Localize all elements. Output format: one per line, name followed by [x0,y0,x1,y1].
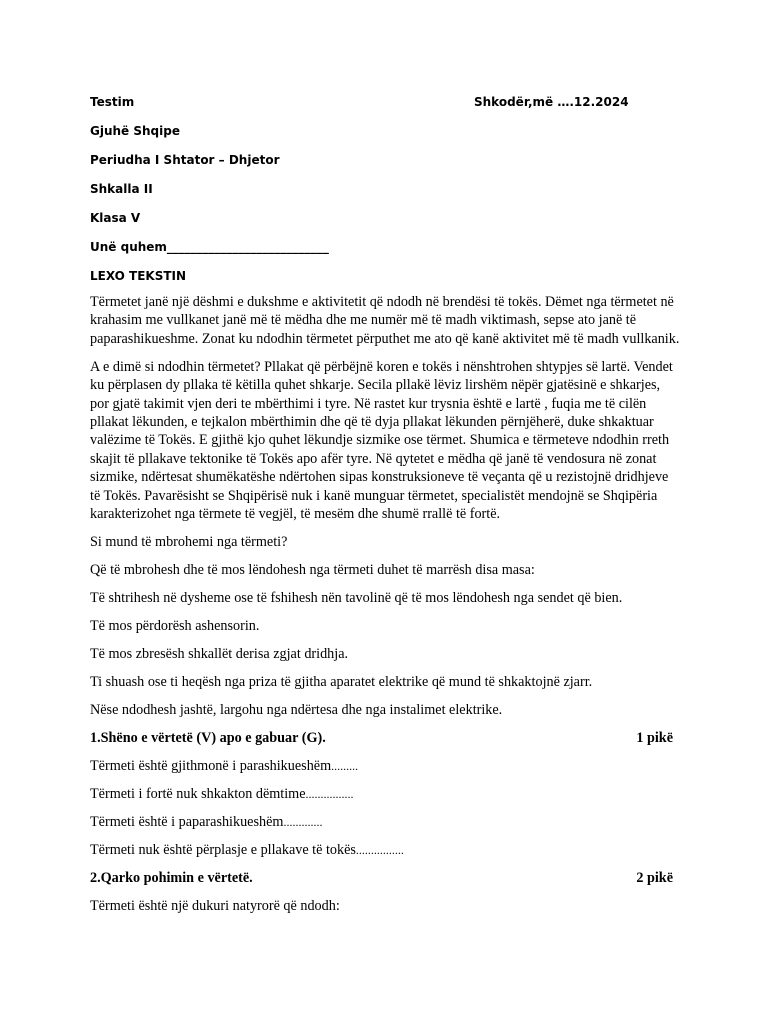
protection-measure: Të mos përdorësh ashensorin. [90,618,260,635]
place-date: Shkodër,më ….12.2024 [474,95,629,109]
protection-measure: Të mos zbresësh shkallët derisa zgjat dridhja. [90,646,349,663]
question-1-text: 1.Shëno e vërtetë (V) apo e gabuar (G). [90,730,326,747]
question-2-prompt: Tërmeti është një dukuri natyrorë që ndodh: [90,898,340,915]
answer-blank: ................ [355,843,404,858]
period-label: Periudha I Shtator – Dhjetor [90,153,280,167]
statement-text: Tërmeti nuk është përplasje e pllakave të tokës [90,842,356,859]
answer-blank: ............. [283,815,323,830]
worksheet-page [90,92,680,925]
subject-label: Gjuhë Shqipe [90,124,180,138]
answer-blank: ................ [305,787,354,802]
header-row [90,92,680,121]
protection-measure: Nëse ndodhesh jashtë, largohu nga ndërtesa dhe nga instalimet elektrike. [90,702,503,719]
student-name-line: Unë quhem___________________________ [90,240,329,254]
question-2-points: 2 pikë [636,870,673,887]
statement-text: Tërmeti është gjithmonë i parashikueshëm [90,758,332,775]
question-1-heading [90,729,680,757]
true-false-item [90,813,680,841]
statement-text: Tërmeti është i paparashikueshëm [90,814,284,831]
protection-measure: Ti shuash ose ti heqësh nga priza të gjitha aparatet elektrike që mund të shkaktojnë zjarr. [90,674,593,691]
protection-question: Si mund të mbrohemi nga tërmeti? [90,534,288,551]
protection-intro: Që të mbrohesh dhe të mos lëndohesh nga tërmeti duhet të marrësh disa masa: [90,562,535,579]
level-label: Shkalla II [90,182,153,196]
answer-blank: ......... [331,759,359,774]
true-false-item [90,785,680,813]
read-text-heading: LEXO TEKSTIN [90,269,187,283]
question-2-text: 2.Qarko pohimin e vërtetë. [90,870,253,887]
question-2-heading [90,869,680,897]
true-false-item [90,841,680,869]
statement-text: Tërmeti i fortë nuk shkakton dëmtime [90,786,306,803]
paragraph-how-earthquakes-happen: A e dimë si ndodhin tërmetet? Pllakat që përbëjnë koren e tokës i nënshtrohen shtypjes së lartë. Vendet ku përplasen dy pllaka të këtilla quhet shkarje. Secila pllakë lëviz lirshëm nëpër gjatësinë e shkarjes, por gjatë takimit vjen deri te mbërthimi i tyre. Në rastet kur trysnia është e lartë , fuqia me të cilën pllakat lëkunden, e tejkalon mbërthimin dhe që të dyja pllakat lëkunden përnjëherë, duke shkaktuar valëzime të Tokës. E gjithë kjo quhet lëkundje sizmike ose tërmet. Shumica e tërmeteve ndodhin rreth skajit të pllakave tektonike të Tokës apo afër tyre. Në qytetet e mëdha që janë të vendosura në zonat sizmike, ndërtesat shumëkatëshe ndërtohen sipas konstruksioneve të veçanta që u rezistojnë dridhjeve të Tokës. Pavarësisht se Shqipërisë nuk i kanë munguar tërmetet, specialistët mendojnë se Shqipëria karakterizohet nga tërmete të vegjël, të mesëm dhe shumë rrallë të fortë. [90,358,673,523]
question-1-points: 1 pikë [636,730,673,747]
test-title: Testim [90,95,135,109]
protection-measure: Të shtrihesh në dysheme ose të fshihesh nën tavolinë që të mos lëndohesh nga sendet që bien. [90,590,623,607]
paragraph-intro: Tërmetet janë një dëshmi e dukshme e aktivitetit që ndodh në brendësi të tokës. Dëmet nga tërmetet në krahasim me vullkanet janë më të mëdha dhe me numër më të madh viktimash, sepse ato janë të paparashikueshme. Zonat ku ndodhin tërmetet përputhet me ato që kanë aktivitet më të madh vullkanik. [90,294,680,347]
grade-label: Klasa V [90,211,141,225]
true-false-item [90,757,680,785]
